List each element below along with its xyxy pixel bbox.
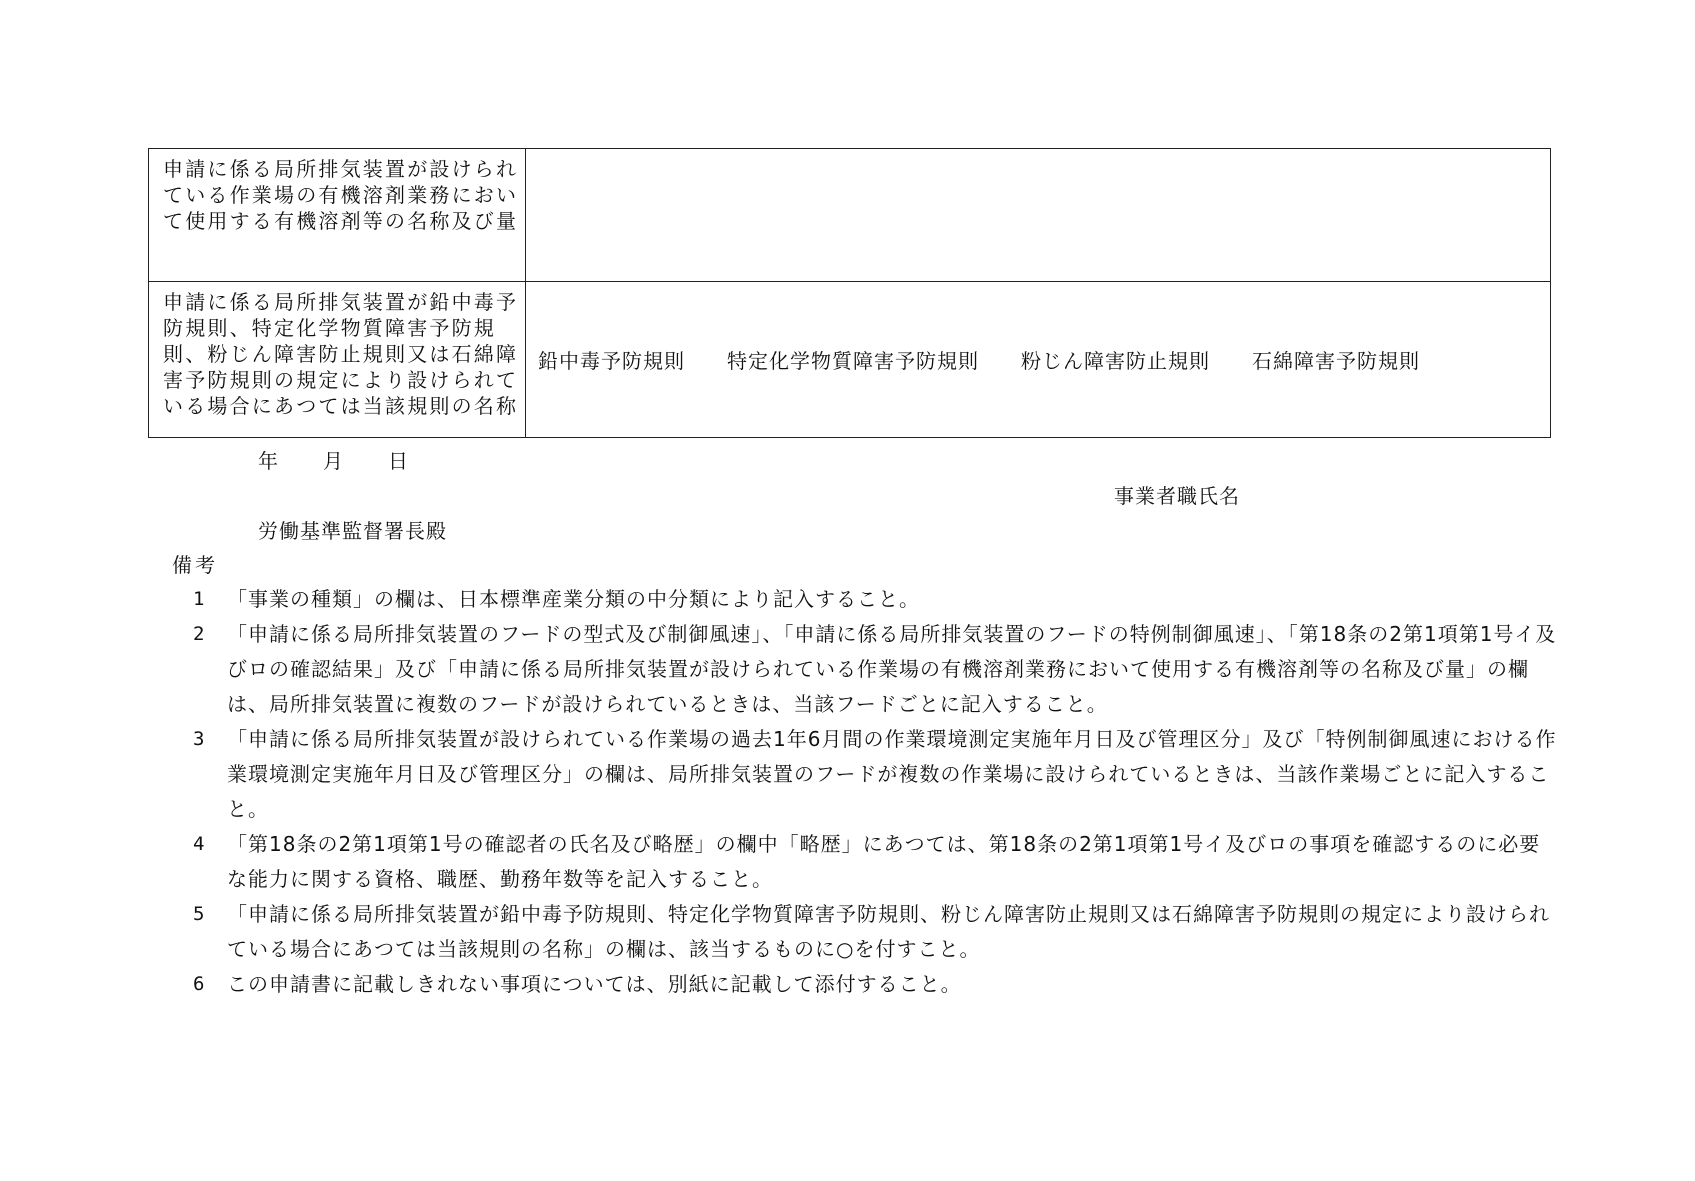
note-number: 6 bbox=[193, 973, 206, 995]
note-item bbox=[160, 827, 1560, 897]
note-item bbox=[160, 617, 1560, 722]
date-line bbox=[258, 445, 409, 474]
solvent-name-label: 申請に係る局所排気装置が設けられている作業場の有機溶剤業務において使用する有機溶剤等の名称及び量 bbox=[149, 149, 526, 282]
note-item bbox=[160, 722, 1560, 827]
business-operator-name-label: 事業者職氏名 bbox=[1114, 484, 1240, 508]
note-number: 4 bbox=[193, 833, 206, 855]
notes-title: 備考 bbox=[172, 553, 218, 577]
date-month-label: 月 bbox=[323, 449, 344, 473]
addressee-label: 労働基準監督署長殿 bbox=[258, 519, 447, 543]
note-text: 「事業の種類」の欄は、日本標準産業分類の中分類により記入すること。 bbox=[227, 587, 920, 611]
note-number: 3 bbox=[193, 728, 206, 750]
regulation-option-asbestos[interactable]: 石綿障害予防規則 bbox=[1252, 349, 1420, 373]
note-item bbox=[160, 967, 1560, 1002]
note-text: 「申請に係る局所排気装置が鉛中毒予防規則、特定化学物質障害予防規則、粉じん障害防止規則又は石綿障害予防規則の規定により設けられている場合にあつては当該規則の名称」の欄は、該当するものに○を付すこと。 bbox=[227, 902, 1550, 961]
regulation-name-label: 申請に係る局所排気装置が鉛中毒予防規則、特定化学物質障害予防規則、粉じん障害防止規則又は石綿障害予防規則の規定により設けられている場合にあつては当該規則の名称 bbox=[149, 282, 526, 438]
note-item bbox=[160, 897, 1560, 967]
date-year-label: 年 bbox=[258, 449, 279, 473]
regulation-options-field bbox=[526, 282, 1551, 438]
application-form-table bbox=[148, 148, 1551, 438]
note-number: 2 bbox=[193, 623, 206, 645]
regulation-option-specified-chemicals[interactable]: 特定化学物質障害予防規則 bbox=[727, 349, 979, 373]
note-item bbox=[160, 582, 1560, 617]
regulation-option-dust[interactable]: 粉じん障害防止規則 bbox=[1021, 349, 1210, 373]
solvent-name-field[interactable] bbox=[526, 149, 1551, 282]
table-row-regulation bbox=[149, 282, 1551, 438]
note-text: 「第18条の2第1項第1号の確認者の氏名及び略歴」の欄中「略歴」にあつては、第18条の2第1項第1号イ及びロの事項を確認するのに必要な能力に関する資格、職歴、勤務年数等を記入すること。 bbox=[227, 832, 1541, 891]
note-text: 「申請に係る局所排気装置のフードの型式及び制御風速」、「申請に係る局所排気装置のフードの特例制御風速」、「第18条の2第1項第1号イ及びロの確認結果」及び「申請に係る局所排気装置が設けられている作業場の有機溶剤業務において使用する有機溶剤等の名称及び量」の欄は、局所排気装置に複数のフードが設けられているときは、当該フードごとに記入すること。 bbox=[227, 622, 1557, 716]
date-day-label: 日 bbox=[388, 449, 409, 473]
note-text: 「申請に係る局所排気装置が設けられている作業場の過去1年6月間の作業環境測定実施年月日及び管理区分」及び「特例制御風速における作業環境測定実施年月日及び管理区分」の欄は、局所排気装置のフードが複数の作業場に設けられているときは、当該作業場ごとに記入すること。 bbox=[227, 727, 1557, 821]
note-number: 1 bbox=[193, 588, 206, 610]
regulation-option-lead[interactable]: 鉛中毒予防規則 bbox=[538, 349, 685, 373]
note-text: この申請書に記載しきれない事項については、別紙に記載して添付すること。 bbox=[227, 972, 962, 996]
table-row-solvent bbox=[149, 149, 1551, 282]
note-number: 5 bbox=[193, 903, 206, 925]
notes-section bbox=[160, 548, 1560, 1002]
